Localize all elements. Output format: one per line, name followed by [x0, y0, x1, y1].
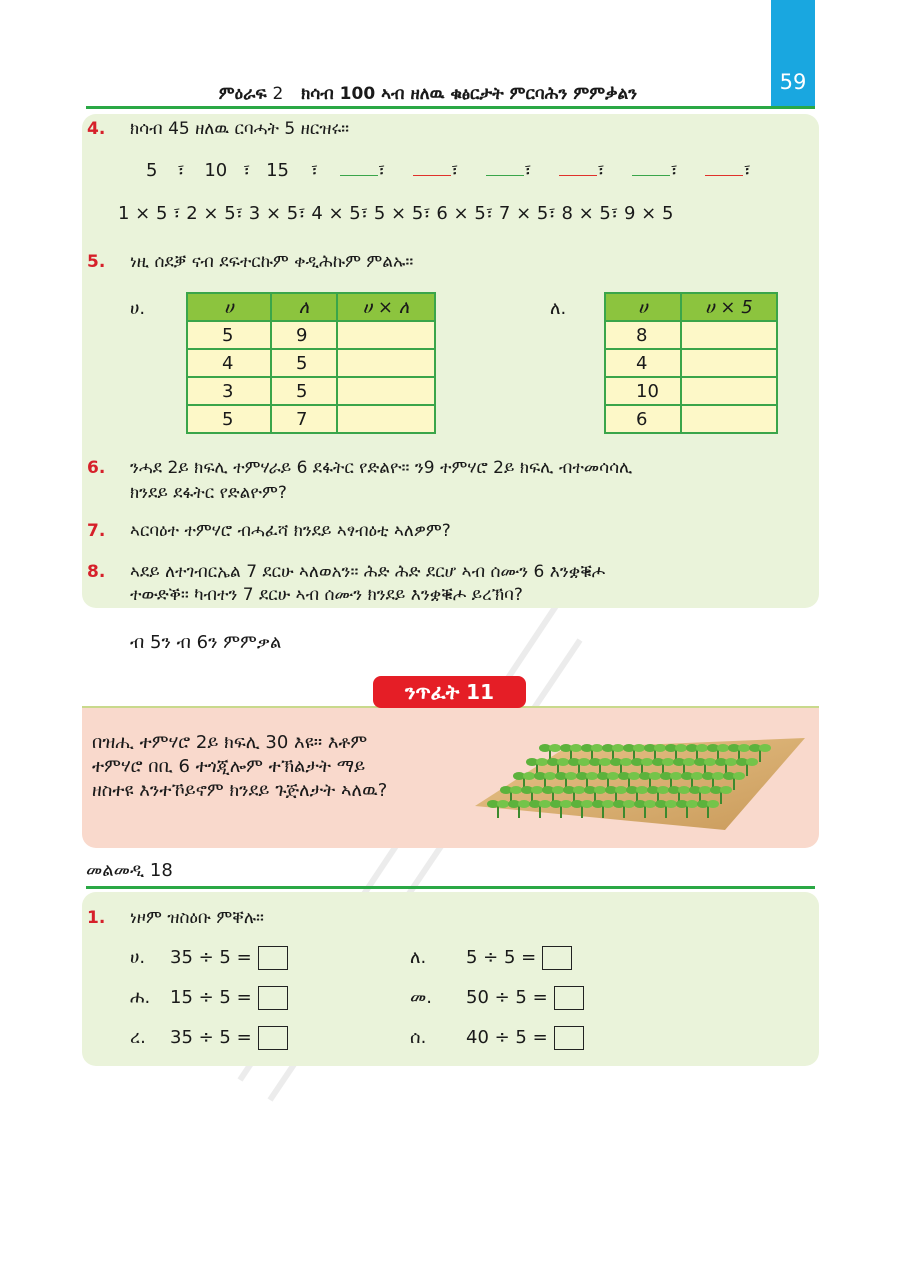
answer-blank[interactable]: [413, 161, 451, 176]
exercise-rule: [86, 886, 815, 889]
item-label: ሀ.: [130, 947, 146, 968]
seq-item: 5: [146, 160, 158, 181]
chapter-header: [86, 84, 770, 104]
table-row: [605, 377, 777, 405]
table-row: [187, 405, 435, 433]
q6-number: 6.: [87, 458, 106, 478]
seedling: [487, 800, 509, 818]
activity-line3: ዘስተዩ እንተኾይኖም ክንደይ ጉጅለታት ኣለዉ?: [92, 780, 388, 801]
activity-line1: በዝሒ ተምሃሮ 2ይ ክፍሊ 30 እዩ። እቶም: [92, 732, 368, 753]
q7-text: ኣርባዕተ ተምሃሮ ብሓፈሻ ክንደይ ኣፃብዕቲ ኣለዎም?: [130, 521, 451, 541]
division-item: [410, 986, 584, 1010]
q7-number: 7.: [87, 521, 106, 541]
answer-blank[interactable]: [486, 161, 524, 176]
division-item: [130, 986, 288, 1010]
seq-sep: ፣: [310, 160, 319, 181]
table-header: ሀ: [187, 293, 271, 321]
table-cell: 6: [605, 405, 681, 433]
answer-box[interactable]: [542, 946, 572, 970]
answer-cell[interactable]: [337, 405, 435, 433]
seq-sep: ፣: [597, 160, 605, 181]
table-b-label: ለ.: [550, 298, 567, 319]
item-expression: 35 ÷ 5 =: [170, 1027, 252, 1048]
q4-text: ክሳብ 45 ዘለዉ ርባሓት 5 ዘርዝሩ።: [130, 119, 350, 139]
seq-sep: ፣: [670, 160, 678, 181]
exercise-title: [86, 860, 173, 881]
table-row: [605, 321, 777, 349]
item-expression: 5 ÷ 5 =: [466, 947, 537, 968]
q4-sequence: [146, 160, 786, 181]
answer-cell[interactable]: [681, 321, 777, 349]
division-item: [410, 1026, 584, 1050]
division-item: [130, 1026, 288, 1050]
seq-sep: ፣: [377, 160, 386, 181]
item-expression: 15 ÷ 5 =: [170, 987, 252, 1008]
table-row: [187, 321, 435, 349]
table-row: [187, 377, 435, 405]
table-cell: 4: [605, 349, 681, 377]
seq-sep: ፣: [524, 160, 532, 181]
chapter-title: ክሳብ 100 ኣብ ዘለዉ ቁፅርታት ምርባሕን ምምቃልን: [301, 84, 638, 104]
answer-cell[interactable]: [681, 349, 777, 377]
answer-cell[interactable]: [337, 349, 435, 377]
table-row: [605, 349, 777, 377]
page-number: 59: [779, 70, 807, 94]
table-row: [605, 405, 777, 433]
activity-line2: ተምሃሮ በቢ 6 ተጎጂሎም ተኽልታት ማይ: [92, 756, 366, 777]
q8-number: 8.: [87, 562, 106, 582]
table-cell: 9: [271, 321, 337, 349]
section-title: ብ 5ን ብ 6ን ምምቃል: [130, 632, 282, 653]
table-cell: 5: [187, 405, 271, 433]
item-expression: 40 ÷ 5 =: [466, 1027, 548, 1048]
table-a-label: ሀ.: [130, 298, 146, 319]
table-header: ሀ × ለ: [337, 293, 435, 321]
q8-text-line2: ተውድቕ። ካብተን 7 ደርሁ ኣብ ሰሙን ክንደይ እንቋቑሖ ይረኽባ?: [130, 585, 523, 605]
item-label: ሰ.: [410, 1027, 427, 1048]
answer-cell[interactable]: [681, 377, 777, 405]
item-label: ሐ.: [130, 987, 151, 1008]
item-label: መ.: [410, 987, 432, 1008]
item-expression: 50 ÷ 5 =: [466, 987, 548, 1008]
seq-item: 15: [266, 160, 289, 181]
table-header: ሀ × 5: [681, 293, 777, 321]
q6-text-line1: ንሓደ 2ይ ክፍሊ ተምሃራይ 6 ደፋትር የድልዮ። ን9 ተምሃሮ 2ይ ክፍሊ ብተመሳሳሊ: [130, 458, 633, 478]
table-header: ለ: [271, 293, 337, 321]
table-cell: 7: [271, 405, 337, 433]
answer-cell[interactable]: [337, 377, 435, 405]
seq-sep: ፣: [450, 160, 459, 181]
q4-number: 4.: [87, 119, 106, 139]
seq-sep: ፣: [743, 160, 751, 181]
table-cell: 4: [187, 349, 271, 377]
answer-blank[interactable]: [559, 161, 597, 176]
seq-sep: ፣: [242, 160, 251, 181]
seedling-field-illustration: [470, 718, 810, 840]
table-cell: 8: [605, 321, 681, 349]
answer-box[interactable]: [258, 1026, 288, 1050]
q8-text-line1: ኣደይ ለተገብርኤል 7 ደርሁ ኣለወአን። ሕድ ሕድ ደርሆ ኣብ ሰሙን 6 እንቋቑሖ: [130, 562, 606, 582]
seq-sep: ፣: [177, 160, 185, 181]
seq-item: 10: [204, 160, 228, 181]
table-cell: 5: [187, 321, 271, 349]
division-item: [410, 946, 572, 970]
unit-label: ምዕራፍ: [218, 84, 267, 104]
table-cell: 5: [271, 349, 337, 377]
activity-banner: ንጥፈት 11: [373, 676, 526, 708]
answer-blank[interactable]: [340, 161, 378, 176]
header-rule: [86, 106, 815, 109]
item-expression: 35 ÷ 5 =: [170, 947, 252, 968]
answer-blank[interactable]: [632, 161, 670, 176]
table-b: [604, 292, 778, 434]
q5-number: 5.: [87, 252, 106, 272]
answer-cell[interactable]: [337, 321, 435, 349]
answer-box[interactable]: [554, 986, 584, 1010]
e1-number: 1.: [87, 908, 106, 928]
table-header: ሀ: [605, 293, 681, 321]
answer-box[interactable]: [554, 1026, 584, 1050]
answer-box[interactable]: [258, 946, 288, 970]
table-cell: 5: [271, 377, 337, 405]
unit-number: 2: [272, 84, 284, 104]
answer-blank[interactable]: [705, 161, 743, 176]
division-item: [130, 946, 288, 970]
q4-multiples: 1 × 5 ፣ 2 × 5፣ 3 × 5፣ 4 × 5፣ 5 × 5፣ 6 × 5፣ 7 × 5፣ 8 × 5፣ 9 × 5: [118, 203, 674, 224]
table-a: [186, 292, 436, 434]
table-cell: 3: [187, 377, 271, 405]
answer-cell[interactable]: [681, 405, 777, 433]
answer-box[interactable]: [258, 986, 288, 1010]
item-label: ለ.: [410, 947, 427, 968]
exercise-title-text: መልመዲ 18: [86, 860, 173, 881]
q6-text-line2: ክንደይ ደፋትር የድልዮም?: [130, 483, 287, 503]
table-cell: 10: [605, 377, 681, 405]
e1-text: ነዞም ዝስዕቡ ምቐሉ።: [130, 908, 264, 928]
q5-text: ነዚ ሰደቓ ናብ ደፍተርኩም ቀዲሕኩም ምልኡ።: [130, 252, 414, 272]
table-row: [187, 349, 435, 377]
item-label: ረ.: [130, 1027, 146, 1048]
